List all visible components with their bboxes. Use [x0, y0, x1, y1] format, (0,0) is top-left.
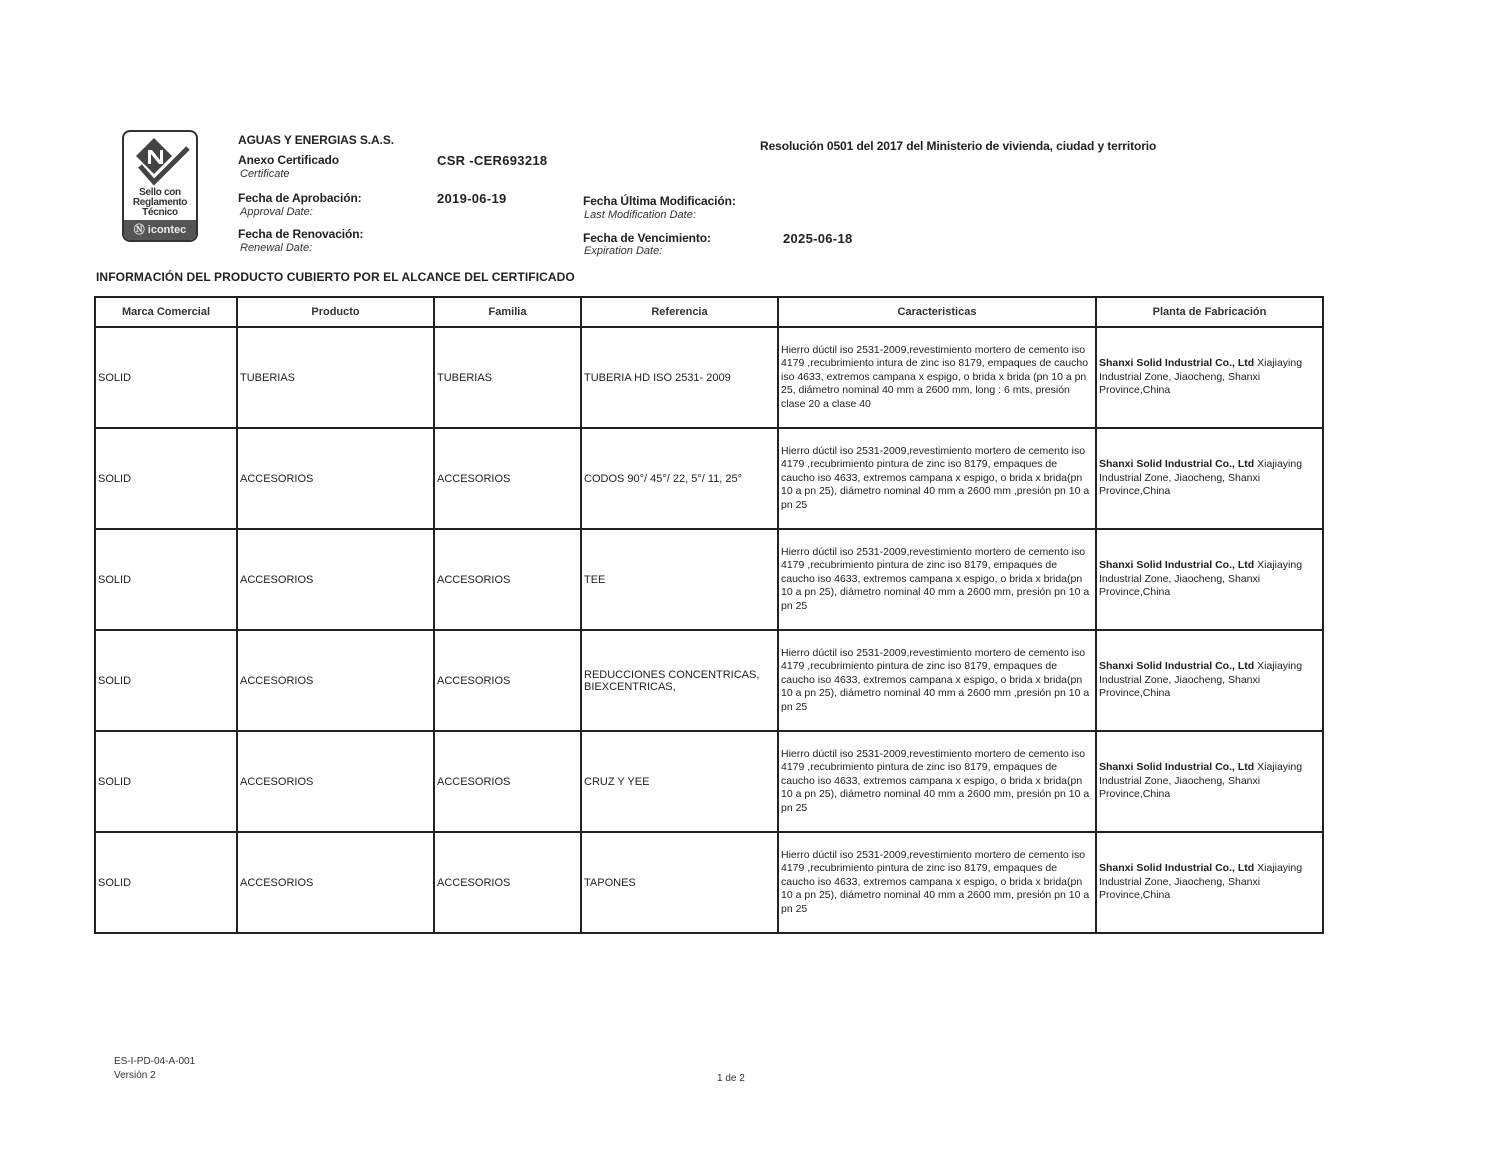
col-header-planta: Planta de Fabricación	[1096, 297, 1323, 327]
expiration-date-label: Fecha de Vencimiento:	[583, 231, 711, 245]
cell-referencia: CRUZ Y YEE	[581, 731, 778, 832]
cell-producto: ACCESORIOS	[237, 832, 434, 933]
cell-marca: SOLID	[95, 327, 237, 428]
cell-planta	[1096, 327, 1323, 428]
cell-caracteristicas: Hierro dúctil iso 2531-2009,revestimiento mortero de cemento iso 4179 ,recubrimiento pintura de zinc iso 8179, empaques de caucho iso 4633, extremos campana x espigo, o brida x brida(pn 10 a pn 25), diámetro nominal 40 mm a 2600 mm ,presión pn 10 a pn 25	[778, 428, 1096, 529]
seal-n-check-icon	[132, 136, 190, 188]
renewal-date-label: Fecha de Renovación:	[238, 227, 364, 241]
plant-address: Xiajiaying Industrial Zone, Jiaocheng, Shanxi Province,China	[1099, 357, 1303, 397]
cell-planta	[1096, 428, 1323, 529]
cell-producto: ACCESORIOS	[237, 529, 434, 630]
certificate-label: Anexo Certificado	[238, 153, 339, 167]
company-name: AGUAS Y ENERGIAS S.A.S.	[238, 133, 394, 147]
cell-referencia: TAPONES	[581, 832, 778, 933]
cell-marca: SOLID	[95, 428, 237, 529]
cell-referencia: CODOS 90°/ 45°/ 22, 5°/ 11, 25°	[581, 428, 778, 529]
cell-familia: ACCESORIOS	[434, 832, 581, 933]
cell-familia: ACCESORIOS	[434, 428, 581, 529]
cell-referencia: REDUCCIONES CONCENTRICAS, BIEXCENTRICAS,	[581, 630, 778, 731]
table-row	[95, 327, 1323, 428]
certificate-value: CSR -CER693218	[437, 153, 548, 168]
last-modification-label-en: Last Modification Date:	[584, 209, 696, 221]
cell-referencia: TEE	[581, 529, 778, 630]
plant-name: Shanxi Solid Industrial Co., Ltd	[1099, 357, 1255, 370]
product-table	[94, 296, 1324, 934]
document-version: Versión 2	[114, 1070, 156, 1081]
document-code: ES-I-PD-04-A-001	[114, 1056, 196, 1067]
icontec-brand	[124, 220, 196, 240]
cell-producto: ACCESORIOS	[237, 428, 434, 529]
resolution-text: Resolución 0501 del 2017 del Ministerio de vivienda, ciudad y territorio	[760, 139, 1157, 153]
col-header-caracteristicas: Caracteristicas	[778, 297, 1096, 327]
brand-label: icontec	[147, 224, 187, 236]
cell-planta	[1096, 731, 1323, 832]
table-header-row	[95, 297, 1323, 327]
cell-planta	[1096, 529, 1323, 630]
cell-familia: ACCESORIOS	[434, 731, 581, 832]
certificate-label-en: Certificate	[240, 168, 290, 180]
plant-name: Shanxi Solid Industrial Co., Ltd	[1099, 761, 1255, 774]
plant-address: Xiajiaying Industrial Zone, Jiaocheng, Shanxi Province,China	[1099, 458, 1303, 498]
last-modification-label: Fecha Última Modificación:	[583, 194, 736, 208]
plant-name: Shanxi Solid Industrial Co., Ltd	[1099, 660, 1255, 673]
expiration-date-label-en: Expiration Date:	[584, 245, 663, 257]
col-header-referencia: Referencia	[581, 297, 778, 327]
seal-text	[124, 188, 196, 218]
seal-line-2: Reglamento	[132, 197, 188, 208]
col-header-producto: Producto	[237, 297, 434, 327]
section-title: INFORMACIÓN DEL PRODUCTO CUBIERTO POR EL ALCANCE DEL CERTIFICADO	[96, 270, 575, 284]
cell-planta	[1096, 832, 1323, 933]
icontec-seal-logo	[122, 130, 198, 242]
cell-caracteristicas: Hierro dúctil iso 2531-2009,revestimiento mortero de cemento iso 4179 ,recubrimiento intura de zinc iso 8179, empaques de caucho iso 4633, extremos campana x espigo, o brida x brida (pn 10 a pn 25, diámetro nominal 40 mm a 2600 mm, long : 6 mts, presión clase 20 a clase 40	[778, 327, 1096, 428]
plant-address: Xiajiaying Industrial Zone, Jiaocheng, Shanxi Province,China	[1099, 660, 1303, 700]
approval-date-label-en: Approval Date:	[240, 206, 313, 218]
renewal-date-label-en: Renewal Date:	[240, 242, 313, 254]
table-row	[95, 832, 1323, 933]
cell-producto: TUBERIAS	[237, 327, 434, 428]
cell-caracteristicas: Hierro dúctil iso 2531-2009,revestimiento mortero de cemento iso 4179 ,recubrimiento pintura de zinc iso 8179, empaques de caucho iso 4633, extremos campana x espigo, o brida x brida(pn 10 a pn 25), diámetro nominal 40 mm a 2600 mm, presión pn 10 a pn 25	[778, 731, 1096, 832]
plant-name: Shanxi Solid Industrial Co., Ltd	[1099, 458, 1255, 471]
col-header-marca: Marca Comercial	[95, 297, 237, 327]
icontec-n-icon: Ⓝ	[133, 224, 148, 236]
cell-marca: SOLID	[95, 832, 237, 933]
seal-line-3: Técnico	[142, 207, 178, 218]
cell-caracteristicas: Hierro dúctil iso 2531-2009,revestimiento mortero de cemento iso 4179 ,recubrimiento pintura de zinc iso 8179, empaques de caucho iso 4633, extremos campana x espigo, o brida x brida(pn 10 a pn 25), diámetro nominal 40 mm a 2600 mm, presión pn 10 a pn 25	[778, 529, 1096, 630]
plant-address: Xiajiaying Industrial Zone, Jiaocheng, Shanxi Province,China	[1099, 559, 1303, 599]
page-number: 1 de 2	[717, 1073, 745, 1084]
cell-planta	[1096, 630, 1323, 731]
table-row	[95, 529, 1323, 630]
plant-address: Xiajiaying Industrial Zone, Jiaocheng, Shanxi Province,China	[1099, 862, 1303, 902]
cell-producto: ACCESORIOS	[237, 630, 434, 731]
cell-marca: SOLID	[95, 630, 237, 731]
table-row	[95, 731, 1323, 832]
cell-familia: TUBERIAS	[434, 327, 581, 428]
approval-date-value: 2019-06-19	[437, 191, 507, 206]
cell-marca: SOLID	[95, 731, 237, 832]
cell-producto: ACCESORIOS	[237, 731, 434, 832]
table-row	[95, 428, 1323, 529]
plant-address: Xiajiaying Industrial Zone, Jiaocheng, Shanxi Province,China	[1099, 761, 1303, 801]
cell-familia: ACCESORIOS	[434, 630, 581, 731]
approval-date-label: Fecha de Aprobación:	[238, 191, 362, 205]
seal-line-1: Sello con	[139, 187, 181, 198]
plant-name: Shanxi Solid Industrial Co., Ltd	[1099, 862, 1255, 875]
cell-referencia: TUBERIA HD ISO 2531- 2009	[581, 327, 778, 428]
cell-marca: SOLID	[95, 529, 237, 630]
table-row	[95, 630, 1323, 731]
cell-familia: ACCESORIOS	[434, 529, 581, 630]
cell-caracteristicas: Hierro dúctil iso 2531-2009,revestimiento mortero de cemento iso 4179 ,recubrimiento pintura de zinc iso 8179, empaques de caucho iso 4633, extremos campana x espigo, o brida x brida(pn 10 a pn 25), diámetro nominal 40 mm a 2600 mm, presión pn 10 a pn 25	[778, 832, 1096, 933]
cell-caracteristicas: Hierro dúctil iso 2531-2009,revestimiento mortero de cemento iso 4179 ,recubrimiento pintura de zinc iso 8179, empaques de caucho iso 4633, extremos campana x espigo, o brida x brida(pn 10 a pn 25), diámetro nominal 40 mm a 2600 mm ,presión pn 10 a pn 25	[778, 630, 1096, 731]
expiration-date-value: 2025-06-18	[783, 231, 853, 246]
plant-name: Shanxi Solid Industrial Co., Ltd	[1099, 559, 1255, 572]
col-header-familia: Familia	[434, 297, 581, 327]
